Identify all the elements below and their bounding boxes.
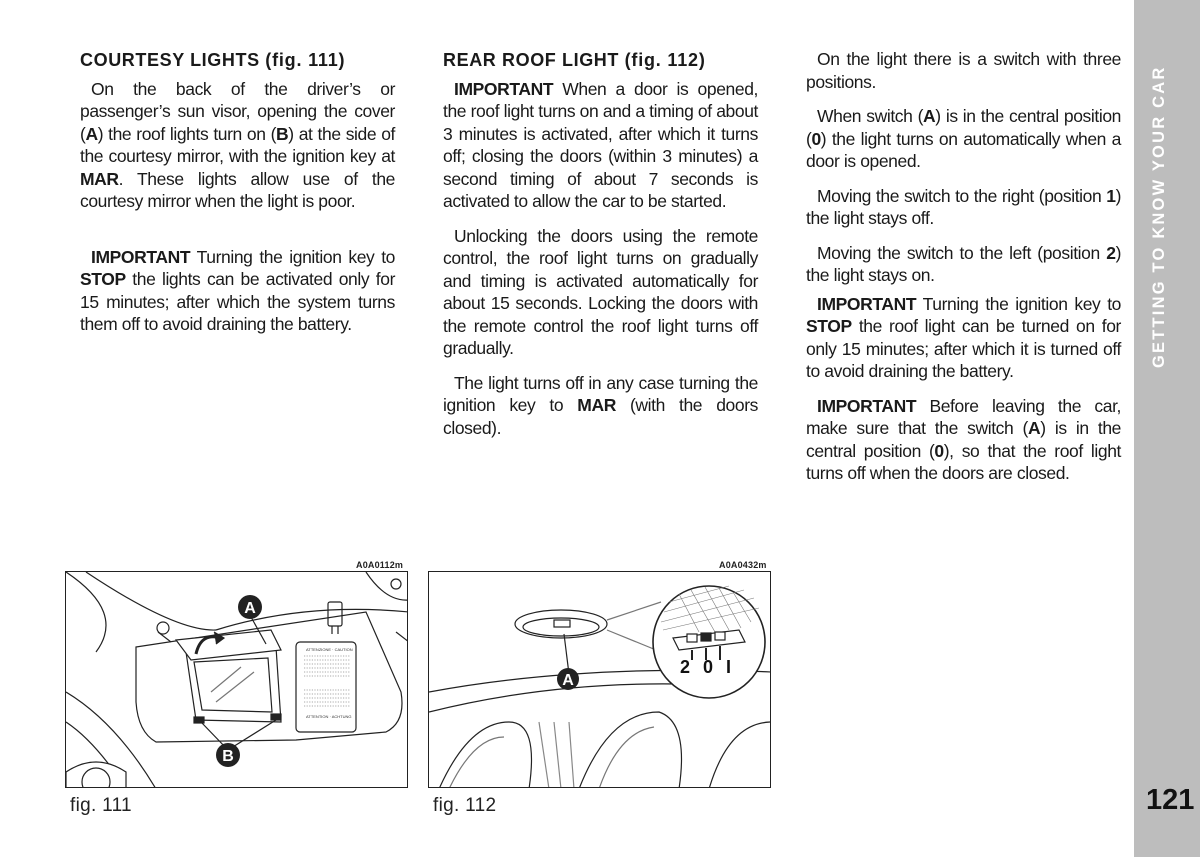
svg-text:A: A (244, 600, 256, 617)
section-heading-courtesy-lights: COURTESY LIGHTS (fig. 111) (80, 50, 346, 70)
svg-text:B: B (222, 748, 234, 765)
paragraph-important: IMPORTANT When a door is opened, the roof light turns on and a timing of about 3 minutes is activated, after which it turns off; closing the doors (within 3 minutes) a second timing of about 7 seconds is activated to allow the car to be started. (443, 78, 758, 211)
marker-a (238, 595, 262, 619)
paragraph: When switch (A) is in the central position (0) the light turns on automatically when a door is opened. (806, 106, 1121, 171)
paragraph: On the back of the driver’s or passenger’s sun visor, opening the cover (A) the roof lights turn on (B) at the side of the courtesy mirror, with the ignition key at MAR. These lights allow use of the courtesy mirror when the light is poor. (80, 78, 396, 211)
marker-a (557, 668, 579, 690)
figure-code: A0A0112m (356, 560, 404, 570)
column-courtesy-lights (80, 48, 395, 348)
visor-caution-text: ATTENZIONE · CAUTION (306, 647, 353, 652)
paragraph-important: IMPORTANT Before leaving the car, make sure that the switch (A) is in the central position (0), so that the roof light turns off when the doors are closed. (806, 395, 1122, 483)
paragraph: Moving the switch to the left (position 2) the light stays on. (806, 242, 1121, 285)
figure-code: A0A0432m (719, 560, 767, 570)
page-number: 121 (1146, 784, 1195, 816)
paragraph-important: IMPORTANT Turning the ignition key to STOP the lights can be activated only for 15 minutes; after which the system turns them off to avoid draining the battery. (80, 246, 395, 334)
paragraph-important: IMPORTANT Turning the ignition key to STOP the roof light can be turned on for only 15 minutes; after which it is turned off to avoid draining the battery. (806, 293, 1121, 381)
figure-111-sun-visor (65, 571, 408, 788)
figure-112-caption: fig. 112 (433, 795, 497, 816)
figure-112-roof-light (428, 571, 771, 788)
column-rear-roof-light (443, 48, 758, 451)
roof-light-illustration (429, 572, 771, 788)
marker-b (216, 743, 240, 767)
chapter-title: GETTING TO KNOW YOUR CAR (1150, 65, 1168, 368)
paragraph: On the light there is a switch with three positions. (806, 49, 1121, 92)
switch-positions-label: 2 0 I (680, 657, 736, 677)
sun-visor-illustration (66, 572, 408, 788)
figure-111-caption: fig. 111 (70, 795, 132, 816)
svg-text:A: A (562, 672, 574, 689)
section-heading-rear-roof-light: REAR ROOF LIGHT (fig. 112) (443, 50, 706, 70)
paragraph: Unlocking the doors using the remote control, the roof light turns on gradually and timing is activated automatically for about 15 seconds. Locking the doors with the remote control the roof light turns off gradually. (443, 225, 758, 358)
column-switch-positions (806, 48, 1121, 497)
visor-attention-text: ATTENTION · ACHTUNG (306, 714, 352, 719)
paragraph: Moving the switch to the right (position 1) the light stays off. (806, 185, 1121, 228)
paragraph: The light turns off in any case turning the ignition key to MAR (with the doors closed). (443, 372, 758, 438)
